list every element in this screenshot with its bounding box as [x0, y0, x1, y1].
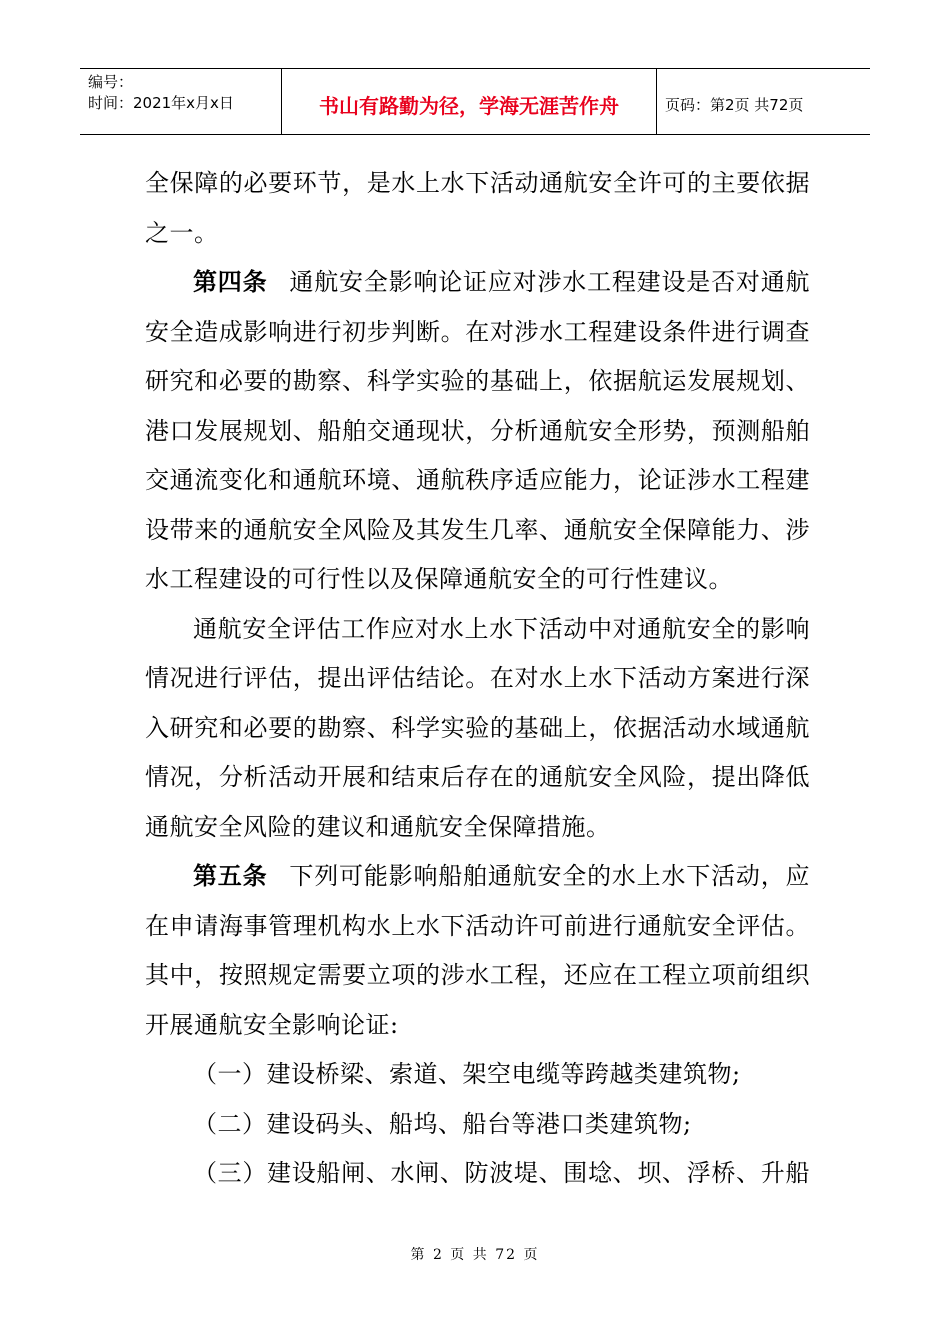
- header-number: 编号：: [88, 73, 134, 91]
- text-line: 通航安全评估工作应对水上水下活动中对通航安全的影响: [193, 614, 810, 643]
- text-line: 在申请海事管理机构水上水下活动许可前进行通航安全评估。: [145, 911, 810, 940]
- text-line: 研究和必要的勘察、科学实验的基础上，依据航运发展规划、: [145, 367, 810, 395]
- article-label: 第四条: [193, 268, 268, 296]
- text-line: 通航安全风险的建议和通航安全保障措施。: [145, 812, 611, 841]
- list-item: （三）建设船闸、水闸、防波堤、围埝、坝、浮桥、升船: [193, 1159, 810, 1187]
- header-time: 时间：2021年x月x日: [88, 94, 234, 112]
- text-line: 入研究和必要的勘察、科学实验的基础上，依据活动水域通航: [145, 713, 810, 742]
- article-4-first-line: [145, 258, 810, 308]
- list-item: （一）建设桥梁、索道、架空电缆等跨越类建筑物;: [193, 1060, 741, 1088]
- text-line: 水工程建设的可行性以及保障通航安全的可行性建议。: [145, 565, 733, 593]
- page-footer: 第 2 页 共 72 页: [410, 1247, 540, 1263]
- article-label: 第五条: [193, 862, 268, 890]
- text-line: 开展通航安全影响论证:: [145, 1010, 399, 1039]
- article-5-first-line: [145, 852, 810, 902]
- text-line: 情况进行评估，提出评估结论。在对水上水下活动方案进行深: [145, 664, 810, 692]
- text-line: 其中，按照规定需要立项的涉水工程，还应在工程立项前组织: [145, 961, 810, 989]
- text-line: 之一。: [145, 218, 219, 247]
- text-line: 下列可能影响船舶通航安全的水上水下活动，应: [289, 862, 810, 890]
- text-line: 通航安全影响论证应对涉水工程建设是否对通航: [289, 268, 810, 296]
- text-line: 全保障的必要环节，是水上水下活动通航安全许可的主要依据: [145, 169, 810, 197]
- text-line: 安全造成影响进行初步判断。在对涉水工程建设条件进行调查: [145, 317, 810, 346]
- document-body: [145, 159, 810, 1199]
- page-header: [80, 68, 870, 135]
- header-page-info: 页码：第2页 共72页: [665, 96, 804, 114]
- header-meta-cell: [80, 69, 282, 134]
- text-line: 设带来的通航安全风险及其发生几率、通航安全保障能力、涉: [145, 515, 810, 544]
- text-line: 交通流变化和通航环境、通航秩序适应能力，论证涉水工程建: [145, 466, 810, 494]
- text-line: 情况，分析活动开展和结束后存在的通航安全风险，提出降低: [145, 763, 810, 791]
- text-line: 港口发展规划、船舶交通现状，分析通航安全形势，预测船舶: [145, 416, 810, 445]
- header-motto: 书山有路勤为径，学海无涯苦作舟: [282, 69, 657, 134]
- list-item: （二）建设码头、船坞、船台等港口类建筑物;: [193, 1109, 692, 1138]
